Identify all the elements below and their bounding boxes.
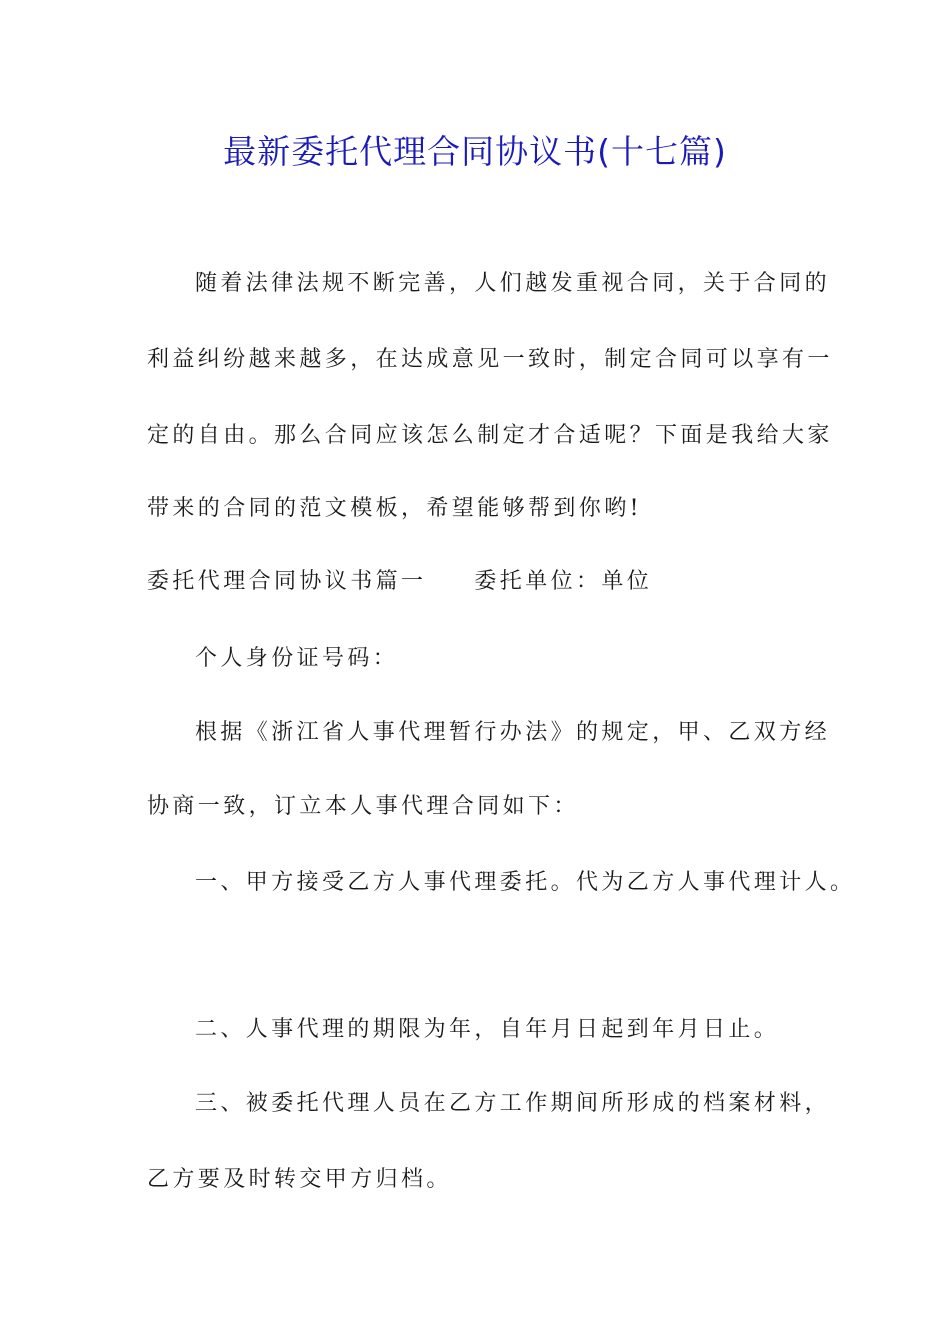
clause-3-line-2: 乙方要及时转交甲方归档。 [147, 1167, 452, 1192]
section-heading-line [147, 566, 652, 598]
intro-line-3: 定的自由。那么合同应该怎么制定才合适呢？下面是我给大家 [147, 423, 833, 448]
intro-line-2: 利益纠纷越来越多，在达成意见一致时，制定合同可以享有一 [147, 347, 833, 372]
entrusting-unit: 委托单位：单位 [474, 569, 653, 594]
basis-line-1: 根据《浙江省人事代理暂行办法》的规定，甲、乙双方经 [195, 720, 831, 745]
clause-1: 一、甲方接受乙方人事代理委托。代为乙方人事代理计人。 [195, 870, 856, 895]
clause-2: 二、人事代理的期限为年，自年月日起到年月日止。 [195, 1017, 780, 1042]
section-heading: 委托代理合同协议书篇一 [147, 569, 427, 594]
basis-line-2: 协商一致，订立本人事代理合同如下： [147, 794, 579, 819]
id-number-label: 个人身份证号码： [195, 646, 399, 671]
clause-3-line-1: 三、被委托代理人员在乙方工作期间所形成的档案材料， [195, 1091, 831, 1116]
intro-line-1: 随着法律法规不断完善，人们越发重视合同，关于合同的 [195, 271, 831, 296]
document-title: 最新委托代理合同协议书(十七篇) [223, 132, 727, 171]
intro-line-4: 带来的合同的范文模板，希望能够帮到你哟! [147, 496, 642, 521]
